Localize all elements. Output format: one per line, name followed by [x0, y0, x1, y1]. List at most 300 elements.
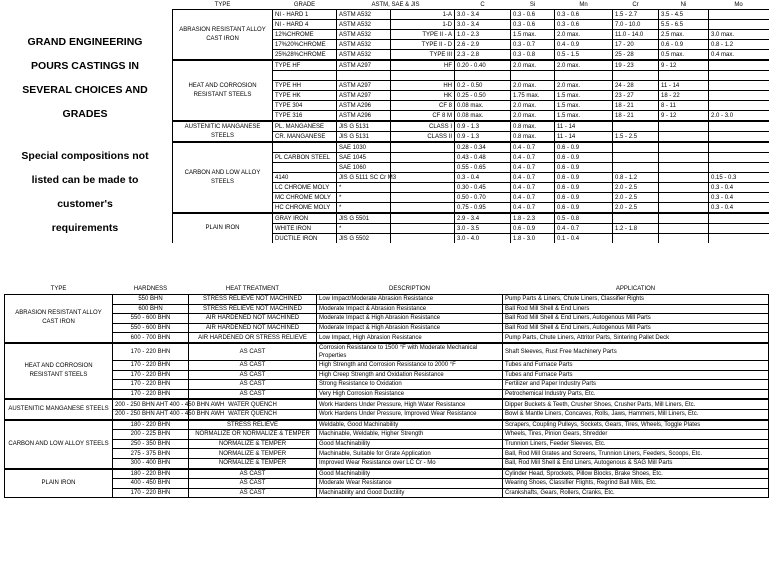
column-header: C — [480, 1, 485, 8]
table-cell: ASTM A296 — [337, 111, 391, 122]
table-cell: ASTM A296 — [337, 101, 391, 111]
table-cell: AS CAST — [189, 370, 317, 380]
table-cell: Low Impact/Moderate Abrasion Resistance — [317, 295, 503, 305]
table-cell — [391, 71, 455, 81]
table-cell: 3.0 - 4.0 — [455, 234, 511, 244]
table-cell: Moderate Impact & Abrasion Resistance — [317, 304, 503, 314]
table-cell: * — [337, 224, 391, 234]
table-cell: 11 - 14 — [555, 121, 613, 132]
table-cell: 0.8 max. — [511, 121, 555, 132]
table-cell: 0.4 - 0.7 — [511, 183, 555, 193]
table-cell: 180 - 220 BHN — [113, 420, 189, 430]
table-cell: 1.2 - 1.8 — [613, 224, 659, 234]
table-cell — [659, 153, 709, 163]
table-cell: 0.3 - 0.4 — [709, 193, 769, 203]
table-cell: 1.5 - 2.5 — [613, 132, 659, 143]
table-cell — [659, 213, 709, 224]
table-cell: 0.6 - 0.9 — [555, 163, 613, 173]
table-cell: Corrosion Resistance to 1500 °F with Moderate Mechanical Properties — [317, 343, 503, 361]
table-cell: JIS G 5501 — [337, 213, 391, 224]
table-cell: 0.3 - 0.6 — [511, 10, 555, 20]
table-cell: 0.25 - 0.50 — [455, 91, 511, 101]
column-header: ASTM, SAE & JIS — [371, 1, 420, 8]
table-cell — [709, 153, 769, 163]
table-cell — [659, 163, 709, 173]
table-cell: 2.0 max. — [555, 30, 613, 40]
table-cell: AIR HARDENED OR STRESS RELIEVE — [189, 333, 317, 343]
table-cell: 0.4 - 0.7 — [511, 163, 555, 173]
table-cell: 550 BHN — [113, 295, 189, 305]
table-cell: AS CAST — [189, 380, 317, 390]
table-cell: 0.3 - 0.6 — [555, 20, 613, 30]
table-cell: Ball Rod Mill Shell & End Liners, Autogenous Mill Parts — [503, 323, 769, 333]
table-cell — [613, 71, 659, 81]
table-cell — [555, 71, 613, 81]
table-cell: 550 - 600 BHN — [113, 314, 189, 324]
table-cell: 18 - 22 — [659, 91, 709, 101]
composition-table — [172, 0, 769, 243]
table-cell: HH — [391, 81, 455, 91]
table-cell — [709, 20, 769, 30]
table-cell: 2.0 max. — [555, 81, 613, 91]
table-cell: 0.20 - 0.40 — [455, 60, 511, 71]
table-cell: 2.0 - 3.0 — [709, 111, 769, 122]
table-cell: 1.0 - 2.3 — [455, 30, 511, 40]
table-row — [5, 370, 769, 380]
table-cell: 0.3 - 0.7 — [511, 40, 555, 50]
table-cell: JIS G 5502 — [337, 234, 391, 244]
properties-table — [4, 284, 769, 498]
caption-line: requirements — [51, 222, 119, 234]
table-cell: CF 8 — [391, 101, 455, 111]
table-cell: 1.8 - 2.3 — [511, 213, 555, 224]
table-cell: 0.3 - 0.6 — [511, 20, 555, 30]
table-cell: 0.55 - 0.65 — [455, 163, 511, 173]
table-cell: LC CHROME MOLY — [273, 183, 337, 193]
table-cell: AS CAST — [189, 343, 317, 361]
table-cell: Wheels, Tires, Pinion Gears, Shredder — [503, 430, 769, 440]
table-cell — [659, 71, 709, 81]
table-cell: 3.0 - 3.4 — [455, 10, 511, 20]
table-cell: 180 - 220 BHN — [113, 469, 189, 479]
table-cell: 8 - 11 — [659, 101, 709, 111]
table-cell: WATER QUENCH — [189, 399, 317, 409]
table-cell: 0.4 - 0.7 — [555, 224, 613, 234]
table-cell: 0.08 max. — [455, 101, 511, 111]
table-cell: 12%CHROME — [273, 30, 337, 40]
table-row — [5, 420, 769, 430]
type-cell: CARBON AND LOW ALLOY STEELS — [173, 142, 273, 213]
table-cell — [273, 71, 337, 81]
table-cell — [659, 142, 709, 153]
table-cell — [659, 203, 709, 214]
table-row — [5, 430, 769, 440]
table-cell: NORMALIZE & TEMPER — [189, 449, 317, 459]
caption-line: GRADES — [62, 108, 108, 120]
table-cell: 0.50 - 0.70 — [455, 193, 511, 203]
table-cell: 0.3 - 0.4 — [709, 183, 769, 193]
table-cell: GRAY IRON — [273, 213, 337, 224]
table-cell — [391, 213, 455, 224]
column-header: Si — [529, 1, 536, 8]
table-cell: 3.0 max. — [709, 30, 769, 40]
table-cell: High Strength and Corrosion Resistance to 2000 °F — [317, 360, 503, 370]
table-cell: 1-A — [391, 10, 455, 20]
table-cell — [659, 121, 709, 132]
table-cell: 0.5 - 0.8 — [555, 213, 613, 224]
table-cell: 1.5 - 2.7 — [613, 10, 659, 20]
table-cell: 0.3 - 0.4 — [455, 173, 511, 183]
table-cell: 2.0 max. — [511, 81, 555, 91]
table-cell: * — [337, 193, 391, 203]
table-cell: * — [337, 183, 391, 193]
table-cell: 9 - 12 — [659, 111, 709, 122]
table-cell: Work Hardens Under Pressure, High Water Resistance — [317, 399, 503, 409]
table-cell: NI - HARD 1 — [273, 10, 337, 20]
table-cell: AIR HARDENED NOT MACHINED — [189, 314, 317, 324]
table-cell: 275 - 375 BHN — [113, 449, 189, 459]
table-cell — [613, 234, 659, 244]
table-row — [5, 323, 769, 333]
table-cell: TYPE HH — [273, 81, 337, 91]
table-cell: NORMALIZE OR NORMALIZE & TEMPER — [189, 430, 317, 440]
table-cell: ASTM A532 — [337, 30, 391, 40]
table-cell: 23 - 27 — [613, 91, 659, 101]
table-cell — [659, 234, 709, 244]
table-row — [5, 458, 769, 468]
table-cell: HC CHROME MOLY — [273, 203, 337, 214]
type-cell: AUSTENITIC MANGANESE STEELS — [5, 399, 113, 419]
type-cell: PLAIN IRON — [173, 213, 273, 243]
table-cell: TYPE HK — [273, 91, 337, 101]
table-row — [5, 479, 769, 489]
table-cell: Crankshafts, Gears, Rollers, Cranks, Etc. — [503, 488, 769, 498]
table-cell: 0.4 - 0.7 — [511, 142, 555, 153]
table-cell: 0.3 - 0.8 — [511, 50, 555, 61]
table-cell — [709, 81, 769, 91]
table-cell — [391, 173, 455, 183]
table-cell: AS CAST — [189, 389, 317, 399]
table-cell: 0.28 - 0.34 — [455, 142, 511, 153]
table-cell: 2.0 - 2.5 — [613, 183, 659, 193]
table-cell: 0.6 - 0.9 — [555, 142, 613, 153]
table-cell: 0.6 - 0.9 — [555, 203, 613, 214]
column-header: HEAT TREATMENT — [189, 284, 317, 295]
caption-line: customer's — [57, 198, 113, 210]
table-cell: 2.9 - 3.4 — [455, 213, 511, 224]
table-cell: 2.3 - 2.8 — [455, 50, 511, 61]
table-cell — [391, 203, 455, 214]
table-cell: DUCTILE IRON — [273, 234, 337, 244]
table-cell: AS CAST — [189, 479, 317, 489]
table-cell: 170 - 220 BHN — [113, 488, 189, 498]
table-row — [173, 10, 769, 20]
table-cell: High Creep Strength and Oxidation Resistance — [317, 370, 503, 380]
table-cell: 0.6 - 0.9 — [555, 193, 613, 203]
table-cell: Moderate Impact & High Abrasion Resistance — [317, 314, 503, 324]
table-row — [5, 295, 769, 305]
table-cell: 1.5 max. — [511, 30, 555, 40]
table-cell: 0.6 - 0.9 — [555, 153, 613, 163]
table-cell: Weldable, Good Machinability — [317, 420, 503, 430]
column-header: GRADE — [293, 1, 316, 8]
table-cell: 0.4 - 0.7 — [511, 153, 555, 163]
table-cell — [709, 91, 769, 101]
table-cell: 400 - 450 BHN — [113, 479, 189, 489]
table-cell: TYPE II - D — [391, 40, 455, 50]
table-cell: 300 - 400 BHN — [113, 458, 189, 468]
table-cell — [273, 163, 337, 173]
table-cell — [613, 163, 659, 173]
column-header: TYPE — [214, 1, 231, 8]
type-cell: ABRASION RESISTANT ALLOY CAST IRON — [5, 295, 113, 343]
table-cell: Machinability and Good Ductility — [317, 488, 503, 498]
table-cell: 1.5 max. — [555, 91, 613, 101]
table-row — [5, 343, 769, 361]
table-cell: STRESS RELIEVE NOT MACHINED — [189, 304, 317, 314]
table-cell: 9 - 12 — [659, 60, 709, 71]
table-cell: Low Impact, High Abrasion Resistance — [317, 333, 503, 343]
table-cell: STRESS RELIEVE — [189, 420, 317, 430]
table-cell: 0.8 - 1.2 — [709, 40, 769, 50]
table-cell: 17%20%CHROME — [273, 40, 337, 50]
table-cell: 0.4 - 0.7 — [511, 193, 555, 203]
table-cell: HF — [391, 60, 455, 71]
table-cell — [709, 71, 769, 81]
table-cell — [391, 193, 455, 203]
table-cell: * — [337, 203, 391, 214]
caption-line: SEVERAL CHOICES AND — [22, 84, 148, 96]
column-header: TYPE — [5, 284, 113, 295]
table-cell: Fertilizer and Paper Industry Parts — [503, 380, 769, 390]
table-cell: Machinable, Weldable, Higher Strength — [317, 430, 503, 440]
table-cell: 1.8 - 3.0 — [511, 234, 555, 244]
table-cell: SAE 1045 — [337, 153, 391, 163]
table-cell: 0.4 - 0.7 — [511, 173, 555, 183]
table-cell: Bowl & Mantle Liners, Concaves, Rolls, Jaws, Hammers, Mill Liners, Etc. — [503, 409, 769, 419]
table-cell: 18 - 21 — [613, 111, 659, 122]
table-cell: CR. MANGANESE — [273, 132, 337, 143]
table-cell: 17 - 20 — [613, 40, 659, 50]
table-cell — [391, 163, 455, 173]
table-cell: Ball Rod Mill Shell & End Liners, Autogenous Mill Parts — [503, 314, 769, 324]
table-cell: Trunnion Liners, Feeder Sleeves, Etc. — [503, 439, 769, 449]
table-cell: Ball Rod Mill Shell & End Liners — [503, 304, 769, 314]
table-cell: 600 BHN — [113, 304, 189, 314]
table-cell: 170 - 220 BHN — [113, 360, 189, 370]
table-cell — [659, 193, 709, 203]
table-cell: 0.9 - 1.3 — [455, 121, 511, 132]
table-cell — [709, 234, 769, 244]
table-row — [5, 449, 769, 459]
table-cell: Dipper Buckets & Teeth, Crusher Shoes, Crusher Parts, Mill Liners, Etc. — [503, 399, 769, 409]
table-cell: 0.9 - 1.3 — [455, 132, 511, 143]
table-cell: Good Machinability — [317, 439, 503, 449]
table-cell: SAE 1030 — [337, 142, 391, 153]
table-cell: 0.6 - 0.9 — [555, 173, 613, 183]
table-cell: CLASS II — [391, 132, 455, 143]
side-caption — [0, 30, 170, 240]
table-cell — [709, 132, 769, 143]
table-cell: ASTM A532 — [337, 10, 391, 20]
table-row — [5, 304, 769, 314]
table-cell: Moderate Impact & High Abrasion Resistance — [317, 323, 503, 333]
table-cell: Improved Wear Resistance over LC Cr - Mo — [317, 458, 503, 468]
table-cell: JIS G 5111 SC Cr M3 — [337, 173, 391, 183]
table-cell: MC CHROME MOLY — [273, 193, 337, 203]
table-cell: 3.0 - 3.5 — [455, 224, 511, 234]
table-cell: 170 - 220 BHN — [113, 389, 189, 399]
table-cell: WHITE IRON — [273, 224, 337, 234]
table-cell: 2.0 max. — [511, 60, 555, 71]
caption-line: POURS CASTINGS IN — [31, 60, 139, 72]
table-cell: Shaft Sleeves, Rust Free Machinery Parts — [503, 343, 769, 361]
table-cell: CLASS I — [391, 121, 455, 132]
table-cell: STRESS RELIEVE NOT MACHINED — [189, 295, 317, 305]
table-row — [173, 60, 769, 71]
table-cell: 7.0 - 10.0 — [613, 20, 659, 30]
table-cell: ASTM A297 — [337, 60, 391, 71]
table-cell: 0.6 - 0.9 — [555, 183, 613, 193]
table-cell — [337, 71, 391, 81]
column-header: APPLICATION — [503, 284, 769, 295]
table-cell: Cylinder Head, Sprockets, Pillow Blocks, Brake Shoes, Etc. — [503, 469, 769, 479]
table-cell: Ball, Rod Mill Shell & End Liners, Autogenous & SAG Mill Parts — [503, 458, 769, 468]
table-cell: Work Hardens Under Pressure, Improved Wear Resistance — [317, 409, 503, 419]
table-cell: Strong Resistance to Oxidation — [317, 380, 503, 390]
table-cell — [709, 60, 769, 71]
table-cell: 5.5 - 6.5 — [659, 20, 709, 30]
table-cell: 170 - 220 BHN — [113, 343, 189, 361]
table-cell: AS CAST — [189, 360, 317, 370]
table-cell — [391, 224, 455, 234]
table-cell: HK — [391, 91, 455, 101]
table-cell — [273, 142, 337, 153]
column-header: Mo — [734, 1, 743, 8]
table-row — [173, 213, 769, 224]
table-cell: 2.0 max. — [511, 101, 555, 111]
table-cell: 25%28%CHROME — [273, 50, 337, 61]
table-cell: SAE 1060 — [337, 163, 391, 173]
table-cell — [709, 101, 769, 111]
table-cell: AS CAST — [189, 469, 317, 479]
table-cell — [709, 121, 769, 132]
table-cell: 0.3 - 0.4 — [709, 203, 769, 214]
table-cell: TYPE II - A — [391, 30, 455, 40]
table-cell: 0.8 - 1.2 — [613, 173, 659, 183]
table-cell: Petrochemical Industry Parts, Etc. — [503, 389, 769, 399]
table-cell: ASTM A297 — [337, 91, 391, 101]
table-cell: ASTM A532 — [337, 40, 391, 50]
table-cell: 2.0 - 2.5 — [613, 203, 659, 214]
table-cell: 200 - 250 BHN AHT 400 - 450 BHN AWH — [113, 409, 189, 419]
table-cell — [391, 183, 455, 193]
table-cell: TYPE HF — [273, 60, 337, 71]
table-row — [5, 488, 769, 498]
table-cell: 0.5 max. — [659, 50, 709, 61]
type-cell: CARBON AND LOW ALLOY STEELS — [5, 420, 113, 469]
table-cell — [511, 71, 555, 81]
table-cell: 25 - 28 — [613, 50, 659, 61]
column-header: Cr — [632, 1, 639, 8]
table-cell: 0.4 - 0.9 — [555, 40, 613, 50]
table-cell: Pump Parts, Chute Liners, Attritor Parts, Sintering Pallet Deck — [503, 333, 769, 343]
table-cell: Tubes and Furnace Parts — [503, 360, 769, 370]
caption-line: listed can be made to — [31, 174, 139, 186]
table-cell — [709, 163, 769, 173]
table-cell: 0.30 - 0.45 — [455, 183, 511, 193]
table-cell: 200 - 225 BHN — [113, 430, 189, 440]
type-cell: ABRASION RESISTANT ALLOY CAST IRON — [173, 10, 273, 61]
table-cell — [709, 10, 769, 20]
caption-line: GRAND ENGINEERING — [27, 36, 143, 48]
table-cell: 11 - 14 — [659, 81, 709, 91]
table-cell: CF 8 M — [391, 111, 455, 122]
table-cell: 0.75 - 0.95 — [455, 203, 511, 214]
table-cell — [659, 224, 709, 234]
table-cell: Pump Parts & Liners, Chute Liners, Classifier Rights — [503, 295, 769, 305]
table-cell — [709, 224, 769, 234]
table-cell — [659, 132, 709, 143]
table-cell: 0.8 max. — [511, 132, 555, 143]
table-row — [5, 380, 769, 390]
table-row — [5, 333, 769, 343]
table-cell — [391, 142, 455, 153]
table-row — [173, 121, 769, 132]
table-cell: 0.5 - 1.5 — [555, 50, 613, 61]
caption-line: Special compositions not — [21, 150, 149, 162]
type-cell: HEAT AND CORROSION RESISTANT STEELS — [5, 343, 113, 399]
table-cell — [659, 183, 709, 193]
table-cell: Good Machinability — [317, 469, 503, 479]
table-row — [5, 360, 769, 370]
table-cell: AIR HARDENED NOT MACHINED — [189, 323, 317, 333]
table-cell: 19 - 23 — [613, 60, 659, 71]
table-cell: NORMALIZE & TEMPER — [189, 439, 317, 449]
table-cell: 2.6 - 2.9 — [455, 40, 511, 50]
table-cell: 0.15 - 0.3 — [709, 173, 769, 183]
table-cell — [709, 142, 769, 153]
type-cell: HEAT AND CORROSION RESISTANT STEELS — [173, 60, 273, 121]
table-cell: TYPE III — [391, 50, 455, 61]
table-row — [5, 399, 769, 409]
table-cell: 0.6 - 0.9 — [659, 40, 709, 50]
type-cell: PLAIN IRON — [5, 469, 113, 498]
table-cell: Very High Corrosion Resistance — [317, 389, 503, 399]
table-cell: Scrapers, Coupling Pulleys, Sockets, Gears, Tires, Wheels, Toggle Plates — [503, 420, 769, 430]
table-cell: 3.5 - 4.5 — [659, 10, 709, 20]
table-cell: 1-D — [391, 20, 455, 30]
column-header: Ni — [680, 1, 687, 8]
table-cell: 18 - 21 — [613, 101, 659, 111]
table-cell: 11 - 14 — [555, 132, 613, 143]
column-header: Mn — [579, 1, 588, 8]
table-cell: 0.3 - 0.6 — [555, 10, 613, 20]
table-cell: 2.0 max. — [511, 111, 555, 122]
table-cell: 3.0 - 3.4 — [455, 20, 511, 30]
table-cell: Tubes and Furnace Parts — [503, 370, 769, 380]
table-cell — [709, 213, 769, 224]
table-cell — [613, 153, 659, 163]
table-cell: WATER QUENCH — [189, 409, 317, 419]
type-cell: AUSTENITIC MANGANESE STEELS — [173, 121, 273, 142]
table-cell: 24 - 28 — [613, 81, 659, 91]
table-cell: Machinable, Suitable for Grate Application — [317, 449, 503, 459]
table-cell: ASTM A532 — [337, 50, 391, 61]
table-cell — [613, 142, 659, 153]
table-cell: PL. MANGANESE — [273, 121, 337, 132]
table-row — [5, 469, 769, 479]
